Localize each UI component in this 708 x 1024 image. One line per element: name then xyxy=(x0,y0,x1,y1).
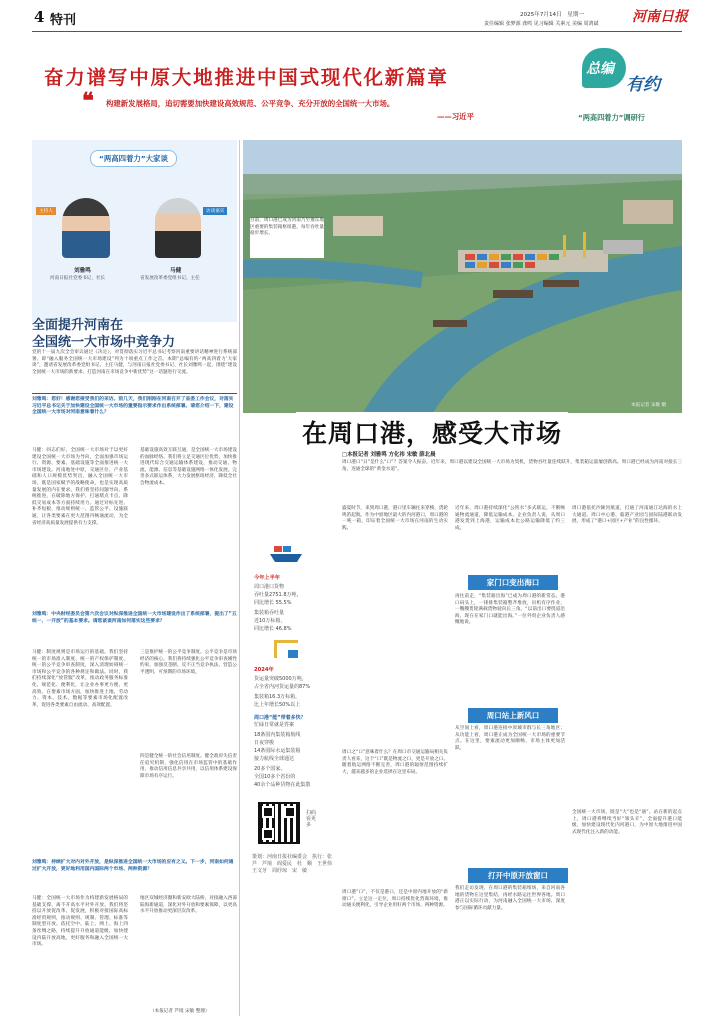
fact-14: 18条国内集装箱航线 xyxy=(254,732,301,738)
talk-divider xyxy=(32,393,237,394)
article-p4: 周口港依托沙颍河航道，打通了河南通江达海的水上大通道。周口中心港、临港产业园与国际陆港联动发展，形成了“港口+园区+产业”的良性循环。 xyxy=(572,506,682,525)
banner-quote: 构建新发展格局，追切需要加快建设高效规范、公平竞争、充分开放的全国统一大市场。 xyxy=(106,99,395,108)
guest-name: 马健 xyxy=(170,268,182,274)
fact-20: 40余个品种货物在此集散 xyxy=(254,782,311,788)
fact-4: 集装箱吞吐量 xyxy=(254,610,285,616)
paper-logo: 河南日报 xyxy=(632,9,688,25)
host-name: 刘雅鸣 xyxy=(74,268,91,274)
article-intro: 周口港口“日”是什么“口”？答案令人振奋。近年来，周口港以建设全国统一大市场为契机，货物吞吐量连续跃升，集装箱运量屡创新高。周口港已经成为河南对接长三角、连通全球的“黄金水道”。 xyxy=(342,460,682,472)
fact-7: 2024年 xyxy=(254,667,274,673)
article-p8: 我们走访发现，在周口港的集装箱堆场，来自河南各地的货物在这里集结，再经水路运往世界各地。周口港正以实际行动，为河南融入全国统一大市场、深度参与国际循环贡献力量。 xyxy=(455,886,565,911)
talk-headline-2: 全国统一大市场中竞争力 xyxy=(32,335,176,350)
talk-sign: （本报记者 芦境 宋敏 整理） xyxy=(150,1009,210,1014)
fact-8: 货运量突破5000万吨， xyxy=(254,676,307,682)
fact-1: 周口港口货物 xyxy=(254,584,285,590)
talk-mid-column-2: 三是推护统一的公平竞争制度。公平竞争是市场经济的核心。我们将持续强化公平竞争审查刚性约束，加强反垄断、反不正当竞争执法，营造公平透明、可预期的市场环境。 xyxy=(140,650,237,675)
article-p7: 周口港“口”，不仅是港口，还是中原内地开放的“新窗口”。立足这一定位，周口持续优化营商环境，推动通关便利化，引导企业用好两个市场、两种资源。 xyxy=(342,890,448,909)
talk-box-title: “两高四着力”大家谈 xyxy=(90,150,177,167)
page-header xyxy=(0,0,708,44)
photo-credit: 本报记者 宋敏 摄 xyxy=(631,403,667,408)
talk-answer-1: 马健：同志们好。全国统一大市场对于以更好建设全国统一大市场为导向，全面加强市场运行、资源、要素、基础设施等全面推进统一大市场建设。河南地处中原，交通区位、产业基础和人口规模优势突出，融入全国统一大市场，既是国家赋予的战略使命，也是实现高质量发展的内在要求。我们将坚持问题导向、系统推进，在破除地方保护、打通堵点卡点、降低交易成本等方面持续用力。通过对标先进、补齐短板，推动规则统一、监管公平、设施联通，让各类要素在更大范围内畅通流动，为全省经济高质量发展提供有力支撑。 xyxy=(32,448,128,526)
fact-13: 忙碌日常就是答案 xyxy=(254,722,295,728)
qr-code-icon[interactable] xyxy=(258,802,300,844)
article-byline: □本报记者 刘雅鸣 方化祎 宋敏 薛北晨 xyxy=(342,452,436,458)
column-rule xyxy=(239,140,240,1016)
article-p2: 近年来，周口港持续深化“公铁水”多式联运，不断畅通物流通道，降低运输成本。企业负责人说，从周口港发货到上海港，运输成本比公路运输降低了约三成。 xyxy=(455,506,565,531)
talk-box xyxy=(32,140,237,322)
talk-intro: 党的十一届九次全会审议通过《决定》，对贯彻落实习近平总书记考察河南重要讲话精神进行系统部署。即“融入服务全国统一大市场建设”列为十项重点工作之首。本期“总编有约·‘两高四着力’大家谈”，邀请省发展改革委党组书记、主任马健，与河南日报社党委书记、社长刘雅鸣一起，围绕“建设全国统一大市场的新要求、打造河南在市场竞争中新优势”这一话题进行交流。 xyxy=(32,350,237,375)
date-line: 2025年7月14日 星期一 xyxy=(520,12,585,18)
subhead-3: 打开中原开放窗口 xyxy=(468,868,568,883)
guest-title: 省发展改革委党组书记、主任 xyxy=(140,276,200,281)
fact-16: 14条国际水运集装箱 xyxy=(254,748,301,754)
staff-credits: 策划：河南日报社编委会 执行：张 芦 芦境 阎爱民 杜 顺 王世伟 王文牙 周纾琼 宋 敏 xyxy=(252,854,338,874)
fact-9: 占全省内河货运量的87% xyxy=(254,684,311,690)
logo-top-text: 总编 xyxy=(586,61,614,77)
feature-facts-panel xyxy=(248,442,336,912)
fact-2: 吞吐量2751.8万吨， xyxy=(254,592,302,598)
talk-answer-3: 马健：全国统一大市场作为构建新发展格局的基础支撑，离不开高水平对外开放。我们将坚持以开放促改革、促发展，积极对接国际高标准经贸规则，推动规则、规制、管理、标准等制度型开放。依托空中、陆上、网上、海上四条丝绸之路，持续提升开放通道能级，加快建设内陆开放高地，更好服务和融入全国统一大市场。 xyxy=(32,896,128,948)
editor-line: 责任编辑 张梦源 龚鸣 见习编辑 关素元 美编 周鸿斌 xyxy=(484,21,599,27)
talk-question-1: 刘雅鸣：您好！感谢您接受我们的采访。前几天，我们刚刚在河南召开了省委工作会议，对落实习近平总书记关于加快建设全国统一大市场的重要指示要求作出系统部署。请您介绍一下，建设全国统一大市场对河南意味着什么？ xyxy=(32,397,234,416)
fact-5: 近10万标箱， xyxy=(254,618,286,624)
ship-icon xyxy=(268,544,304,564)
fact-18: 20多个国家、 xyxy=(254,766,286,772)
talk-bottom-mid: 地区双城经济圈和新安欧大陆桥，对接融入西部陆海新通道，深化对外开放和要素保障，以更高水平开放推动更深层次改革。 xyxy=(140,896,237,915)
logo-bottom-text: 有约 xyxy=(626,75,660,95)
quote-mark-icon: ❝ xyxy=(82,88,94,114)
host-tag: 主持人 xyxy=(36,207,56,215)
fact-11: 比上年增长50%以上 xyxy=(254,702,301,708)
banner xyxy=(32,48,682,130)
article-p5: 周口之“口”意味着什么？在周口市交通运输局相关负责人看来，这个“口”既是物流之口，更是开放之口。随着航运网络不断完善，周口港的辐射范围持续扩大，越来越多的企业选择在这里布局。 xyxy=(342,750,448,775)
guest-tag: 访谈嘉宾 xyxy=(203,207,227,215)
subhead-1: 家门口变出海口 xyxy=(468,575,558,590)
column-logo xyxy=(578,48,678,128)
page-number: 4 xyxy=(34,8,45,26)
talk-headline-1: 全面提升河南在 xyxy=(32,318,124,333)
fact-0: 今年上半年 xyxy=(254,575,280,581)
article-p1: 盛夏时节，来到周口港，港口里车辆往来穿梭、货轮鸣笛起航。作为中原地区最大的内河港口，周口港的一吨一箱，印证着全国统一大市场在河南的生动实践。 xyxy=(342,506,448,531)
article-p9: 全国统一大市场，既是“大”也是“通”。站在新的起点上，周口港将继续当好“领头羊”，全面提升港口能级，加快建设现代化内河港口，为中原大地推进中国式现代化注入新的动能。 xyxy=(572,810,682,835)
feature-lead: 目前，周口港已成为河南乃至豫东地区重要的集装箱枢纽港，每年吞吐量稳步增长。 xyxy=(250,218,324,258)
subhead-2: 周口站上新风口 xyxy=(468,708,558,723)
talk-question-3: 刘雅鸣：持续扩大对内对外开放，是纵深推进全国统一大市场的应有之义。下一步，河南如何通过扩大开放，更好地利用国内国际两个市场、两种资源？ xyxy=(32,860,234,872)
photo-caption-headline: 在周口港，感受大市场 xyxy=(296,412,568,452)
fact-3: 同比增长 55.5% xyxy=(254,600,292,606)
article-p3: 再往前走，“集装箱出海”已成为周口港的新常态。港口码头上，一排排集装箱整齐堆放，吊机有序作业，一艘艘货轮满载货物驶向长三角。“以前出口要绕道沿海，现在在家门口就能出海。”一位外贸企业负责人感慨地说。 xyxy=(455,594,565,626)
talk-mid-column-3: 四是健全统一的社会信用制度。健全政府失信责任追究机制，强化信用在市场监管中的基础作用，推动信用信息共享共用，以信用体系建设保障市场有序运行。 xyxy=(140,754,237,779)
article-p6: 从空间上看，周口港连接中原城市群与长三角地区；从功能上看，周口港正成为全国统一大市场的重要节点。在这里，要素流动更加顺畅，市场主体更加活跃。 xyxy=(455,726,565,751)
quote-author: ——习近平 xyxy=(437,112,474,121)
guest-portrait xyxy=(155,198,201,258)
fact-17: 接力航线全球通达 xyxy=(254,756,295,762)
crane-icon xyxy=(268,638,304,660)
banner-title: 奋力谱写中原大地推进中国式现代化新篇章 xyxy=(44,66,449,89)
host-title: 河南日报社党委书记、社长 xyxy=(50,276,106,281)
header-rule xyxy=(32,31,682,32)
section-name: 特刊 xyxy=(50,13,77,28)
talk-question-2: 刘雅鸣：中央财经委员会第六次会议对纵深推进全国统一大市场建设作出了系统部署，提出了“五统一、一开放”的基本要求。请您谈谈河南如何落实这些要求？ xyxy=(32,612,237,624)
series-tag: “两高四着力”调研行 xyxy=(578,113,645,122)
host-portrait xyxy=(62,198,110,258)
fact-10: 集装箱16.3万标箱， xyxy=(254,694,301,700)
fact-6: 同比增长 46.8% xyxy=(254,626,292,632)
fact-19: 全国10多个省份的 xyxy=(254,774,296,780)
talk-mid-column-1: 基础设施高效互联互通，是全国统一大市场建设的血脉经络。我们将立足交通区位优势，加快推进现代综合交通运输体系建设，推动交通、物流、能源、信息等基础设施网络一体化发展。完善多式联运体系，大力发展枢纽经济，降低全社会物流成本。 xyxy=(140,448,237,486)
fact-15: 日夜穿梭 xyxy=(254,740,275,746)
talk-answer-2: 马健：制度规则是市场运行的基础。我们坚持统一的市场准入制度、统一的产权保护制度、统一的公平竞争审查制度，深入清理妨碍统一市场和公平竞争的各种规定和做法。同时，我们持续深化“放管服”改革，推动政务服务标准化、规范化、便利化，让企业办事更方便、更高效。在要素市场方面，加快推进土地、劳动力、资本、技术、数据等要素市场化配置改革，促进各类要素自由流动、高效配置。 xyxy=(32,650,128,708)
qr-label: 扫码看更多 xyxy=(306,810,317,828)
fact-12: 周口港“能”带着多快？ xyxy=(254,715,306,721)
